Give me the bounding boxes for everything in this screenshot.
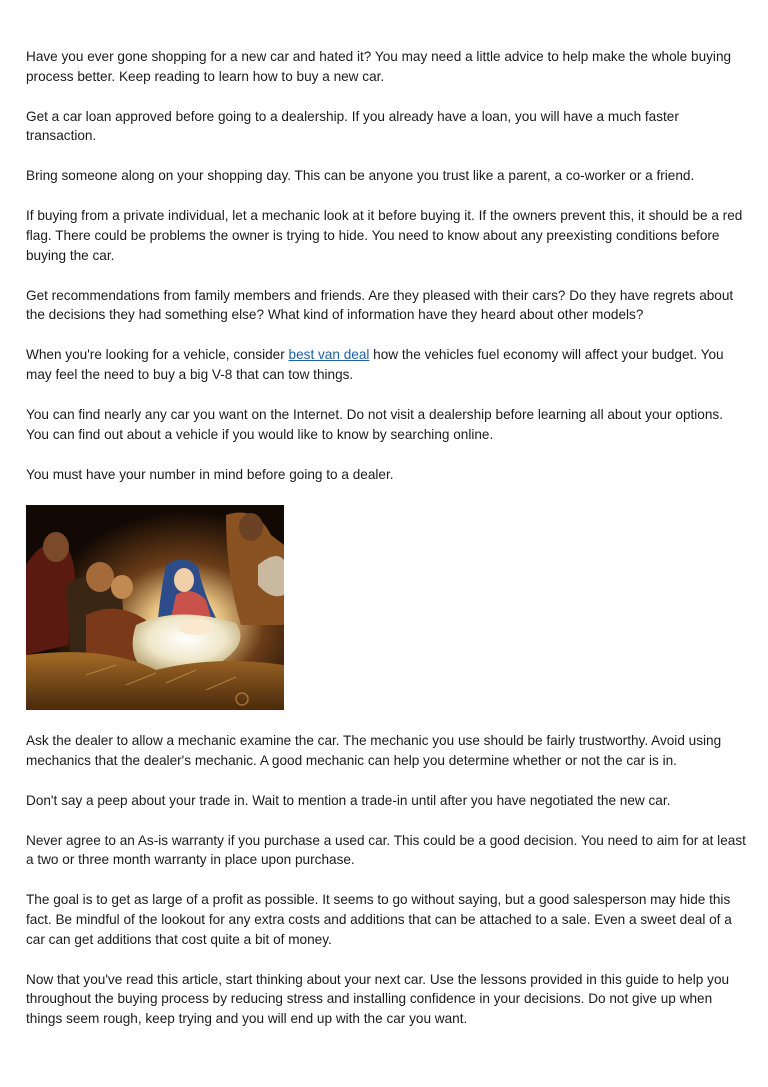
paragraph-extra-costs: The goal is to get as large of a profit as possible. It seems to go without saying, but a good salesperson may hide this fact. Be mindful of the lookout for any extra costs and additions that can be attached to a sale. Even a sweet deal of a car can get additions that cost quite a bit of money.	[26, 892, 732, 947]
paragraph-car-loan: Get a car loan approved before going to a dealership. If you already have a loan, you will have a much faster transaction.	[26, 108, 679, 144]
paragraph-bring-someone: Bring someone along on your shopping day. This can be anyone you trust like a parent, a co-worker or a friend.	[26, 168, 695, 184]
fuel-economy-text-start: When you're looking for a vehicle, consider	[26, 347, 289, 363]
paragraph-trade-in: Don't say a peep about your trade in. Wait to mention a trade-in until after you have negotiated the new car.	[26, 792, 671, 808]
paragraph-internet-search: You can find nearly any car you want on the Internet. Do not visit a dealership before learning all about your options. You can find out about a vehicle if you would like to know by searching online.	[26, 407, 723, 442]
best-van-deal-link[interactable]: best van deal	[288, 347, 370, 363]
article-body	[26, 47, 748, 1049]
fuel-economy-text-end: how the vehicles fuel economy will affect your budget. You may feel the need to buy a big V-8 that can tow things.	[26, 347, 724, 383]
paragraph-mechanic-exam: Ask the dealer to allow a mechanic examine the car. The mechanic you use should be fairly trustworthy. Avoid using mechanics that the dealer's mechanic. A good mechanic can help you determine whether or not the car is in.	[26, 732, 722, 768]
paragraph-warranty: Never agree to an As-is warranty if you purchase a used car. This could be a good decision. You need to aim for at least a two or three month warranty in place upon purchase.	[26, 832, 746, 868]
paragraph-conclusion: Now that you've read this article, start thinking about your next car. Use the lessons provided in this guide to help you throughout the buying process by reducing stress and installing confidence in your decisions. Do not give up when things seem rough, keep trying and you will end up with the car you want.	[26, 971, 730, 1026]
nativity-painting-image	[26, 505, 284, 710]
paragraph-recommendations: Get recommendations from family members and friends. Are they pleased with their cars? Do they have regrets about the decisions they had something else? What kind of information have they heard about other models?	[26, 287, 734, 323]
paragraph-private-seller: If buying from a private individual, let a mechanic look at it before buying it. If the owners prevent this, it should be a red flag. There could be problems the owner is trying to hide. You need to know about any preexisting conditions before buying the car.	[26, 208, 743, 263]
paragraph-intro: Have you ever gone shopping for a new car and hated it? You may need a little advice to help make the whole buying process better. Keep reading to learn how to buy a new car.	[26, 49, 732, 84]
paragraph-fuel-economy	[26, 345, 748, 384]
paragraph-budget-number: You must have your number in mind before going to a dealer.	[26, 466, 394, 482]
